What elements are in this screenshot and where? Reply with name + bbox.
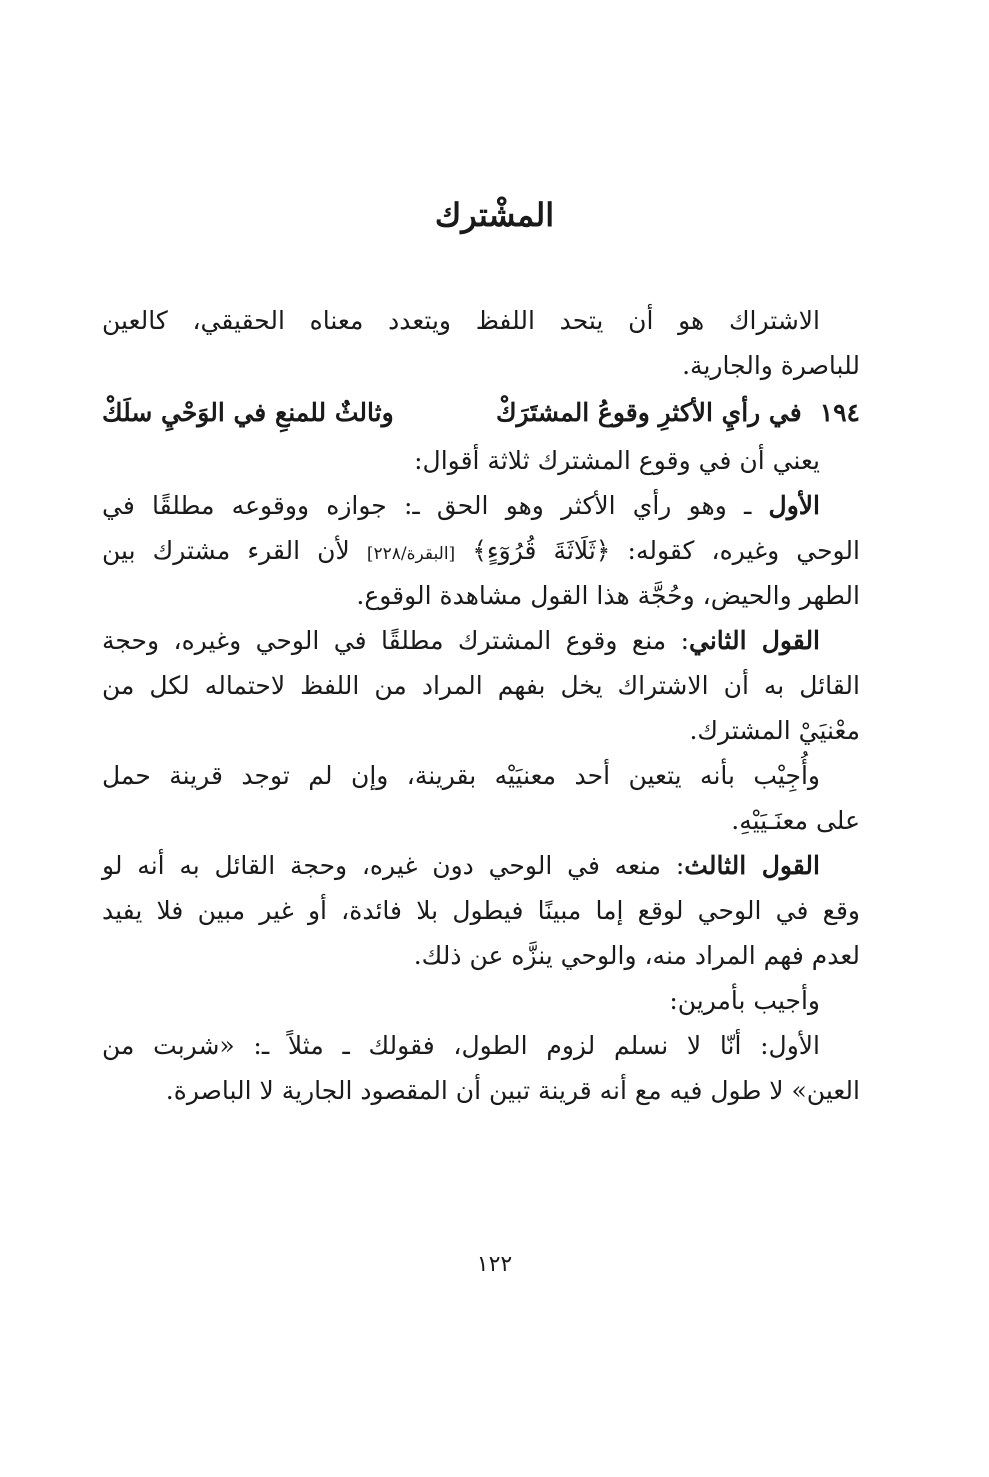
reply-intro-line: وأجيب بأمرين: [669,986,820,1015]
third-opinion-line-1: القول الثالث: منعه في الوحي دون غيره، وحجة القائل به أنه لو [102,851,820,880]
first-opinion-line-2: الوحي وغيره، كقوله: ﴿ثَلَاثَةَ قُرُوٓءٍ﴾ [البقرة/٢٢٨] لأن القرء مشترك بين [102,536,860,565]
third-opinion-line-2: وقع في الوحي لوقع إما مبينًا فيطول بلا فائدة، أو غير مبين فلا يفيد [102,896,860,925]
page-body [102,298,860,1113]
third-opinion-line-3: لعدم فهم المراد منه، والوحي ينزَّه عن ذلك. [413,941,860,970]
definition-line-2: للباصرة والجارية. [682,351,860,380]
verse [102,388,860,438]
second-opinion-label: القول الثاني [689,626,821,655]
page-title: المشْترك [434,196,555,234]
first-opinion-line-1: الأول ـ وهو رأي الأكثر وهو الحق ـ: جوازه ووقوعه مطلقًا في [102,491,820,520]
quran-reference: [البقرة/٢٢٨] [366,544,456,564]
first-opinion-line-3: الطهر والحيض، وحُجَّة هذا القول مشاهدة الوقوع. [356,581,860,610]
page-number: ١٢٢ [476,1252,513,1277]
definition-line-1: الاشتراك هو أن يتحد اللفظ ويتعدد معناه الحقيقي، كالعين [102,306,820,335]
second-opinion-line-3: معْنيَيْ المشترك. [689,716,860,745]
intro-line: يعني أن في وقوع المشترك ثلاثة أقوال: [414,446,820,475]
first-opinion-label: الأول [768,491,820,520]
third-opinion-label: القول الثالث [684,851,820,880]
second-opinion-line-1: القول الثاني: منع وقوع المشترك مطلقًا في الوحي وغيره، وحجة [102,626,821,655]
reply-first-line-1: الأول: أنّا لا نسلم لزوم الطول، فقولك ـ مثلاً ـ: «شربت من [102,1031,820,1060]
verse-hemistich-2: وثالثٌ للمنعِ في الوَحْيِ سلَكْ [102,398,394,427]
answer-line-2: على معنَـيَيْهِ. [731,806,860,835]
reply-first-line-2: العين» لا طول فيه مع أنه قرينة تبين أن المقصود الجارية لا الباصرة. [165,1076,860,1105]
verse-number: ١٩٤ [819,398,860,427]
second-opinion-line-2: القائل به أن الاشتراك يخل بفهم المراد من اللفظ لاحتماله لكل من [102,671,860,700]
verse-hemistich-1: في رأيِ الأكثرِ وقوعُ المشتَرَكْ [495,398,802,427]
answer-line-1: وأُجِيْب بأنه يتعين أحد معنيَيْه بقرينة، وإن لم توجد قرينة حمل [102,761,820,790]
